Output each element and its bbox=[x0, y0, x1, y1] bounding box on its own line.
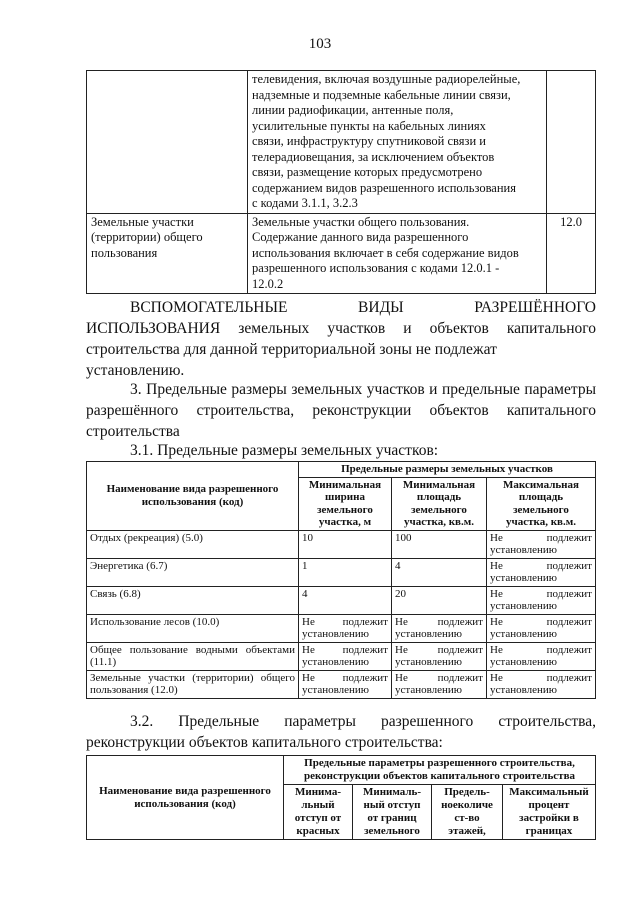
cell-line: линии радиофикации, антенные поля, bbox=[252, 103, 454, 117]
section-word: параметры bbox=[284, 713, 356, 730]
table-cell-max-area bbox=[487, 670, 596, 698]
cell-line: установлению bbox=[395, 656, 463, 668]
table-cell-min-width: 10 bbox=[299, 530, 392, 558]
cell-line: телерадиовещания, за исключением объектов bbox=[252, 149, 495, 164]
cell-line: установлению bbox=[302, 684, 370, 696]
header-group: Предельные размеры земельных участков bbox=[299, 462, 596, 478]
cell-line: Не подлежит bbox=[395, 643, 483, 656]
table-cell-min-width bbox=[299, 670, 392, 698]
table-cell-code: 12.0 bbox=[547, 213, 596, 294]
table-cell-min-area: 20 bbox=[392, 586, 487, 614]
table-cell-name bbox=[87, 213, 248, 294]
cell-line: Не подлежит bbox=[302, 643, 388, 656]
building-params-table bbox=[86, 755, 596, 840]
header-col4: Максимальный процент застройки в границах bbox=[503, 785, 596, 840]
aux-line: ИСПОЛЬЗОВАНИЯ земельных участков и объектов капитального bbox=[86, 320, 596, 337]
table-cell-code bbox=[547, 71, 596, 214]
cell-line: (территории) общего bbox=[91, 230, 203, 244]
cell-line: Содержание данного вида разрешенного bbox=[252, 230, 469, 244]
cell-line: установлению bbox=[395, 684, 463, 696]
table-cell-name: Связь (6.8) bbox=[87, 586, 299, 614]
table-cell-min-area bbox=[392, 642, 487, 670]
header-name: Наименование вида разрешенного использования (код) bbox=[87, 462, 299, 531]
table-cell-max-area bbox=[487, 642, 596, 670]
top-table bbox=[86, 70, 596, 294]
section-word: Предельные bbox=[178, 713, 260, 730]
cell-line: Не подлежит bbox=[490, 587, 592, 600]
header-min-width: Минимальная ширина земельного участка, м bbox=[299, 477, 392, 530]
table-row bbox=[87, 614, 596, 642]
table-row bbox=[87, 670, 596, 698]
cell-line: связи, размещение которых предусмотрено bbox=[252, 165, 483, 179]
table-cell-min-width: 4 bbox=[299, 586, 392, 614]
cell-line: установлению bbox=[490, 684, 558, 696]
page-number: 103 bbox=[308, 36, 332, 52]
table-row bbox=[87, 558, 596, 586]
cell-line: Не подлежит bbox=[302, 671, 388, 684]
cell-line: установлению bbox=[302, 628, 370, 640]
table-cell-name bbox=[87, 71, 248, 214]
aux-line: строительства для данной территориальной зоны не подлежат установлению. bbox=[86, 341, 497, 379]
table-cell-max-area bbox=[487, 558, 596, 586]
table-cell-min-width bbox=[299, 614, 392, 642]
cell-line: телевидения, включая воздушные радиорелейные, bbox=[252, 72, 521, 86]
table-header-row bbox=[87, 756, 596, 785]
cell-line: использования включает в себя содержание видов bbox=[252, 245, 519, 260]
table-cell-max-area bbox=[487, 530, 596, 558]
table-cell-min-width bbox=[299, 642, 392, 670]
cell-line: пользования bbox=[91, 245, 158, 260]
section-line: реконструкции объектов капитального строительства: bbox=[86, 734, 443, 751]
aux-word: ВСПОМОГАТЕЛЬНЫЕ bbox=[130, 299, 288, 316]
section-line: разрешённого строительства, реконструкции объектов капитального bbox=[86, 402, 596, 419]
cell-line: установлению bbox=[490, 628, 558, 640]
cell-line: установлению bbox=[490, 572, 558, 584]
aux-word: РАЗРЕШЁННОГО bbox=[474, 299, 596, 316]
cell-line: Не подлежит bbox=[302, 615, 388, 628]
cell-line: Не подлежит bbox=[490, 559, 592, 572]
table-cell-name: Общее пользование водными объектами (11.1) bbox=[87, 642, 299, 670]
aux-word: ВИДЫ bbox=[358, 299, 404, 316]
table-row bbox=[87, 530, 596, 558]
header-min-area: Минимальная площадь земельного участка, кв.м. bbox=[392, 477, 487, 530]
cell-line: связи, инфраструктуру спутниковой связи и bbox=[252, 134, 486, 148]
table-cell-desc bbox=[248, 71, 547, 214]
section-line: строительства bbox=[86, 423, 180, 440]
cell-line: разрешенного использования с кодами 12.0.1 - bbox=[252, 261, 500, 275]
section-word: строительства, bbox=[498, 713, 596, 730]
header-max-area: Максимальная площадь земельного участка, кв.м. bbox=[487, 477, 596, 530]
table-cell-min-width: 1 bbox=[299, 558, 392, 586]
cell-line: 12.0.2 bbox=[252, 276, 284, 291]
table-cell-max-area bbox=[487, 586, 596, 614]
cell-line: Не подлежит bbox=[490, 531, 592, 544]
table-cell-name: Земельные участки (территории) общего пользования (12.0) bbox=[87, 670, 299, 698]
header-col1: Минима-льный отступ от красных bbox=[284, 785, 353, 840]
table-cell-min-area: 4 bbox=[392, 558, 487, 586]
cell-line: установлению bbox=[490, 600, 558, 612]
cell-line: Не подлежит bbox=[395, 615, 483, 628]
section-3-1-title: 3.1. Предельные размеры земельных участков: bbox=[130, 442, 439, 459]
cell-line: установлению bbox=[490, 656, 558, 668]
cell-line: надземные и подземные кабельные линии связи, bbox=[252, 87, 511, 102]
cell-line: установлению bbox=[490, 544, 558, 556]
header-col2: Минималь-ный отступ от границ земельного bbox=[353, 785, 432, 840]
cell-line: Земельные участки bbox=[91, 214, 194, 229]
aux-uses-paragraph bbox=[86, 297, 596, 381]
table-cell-max-area bbox=[487, 614, 596, 642]
cell-line: с кодами 3.1.1, 3.2.3 bbox=[252, 196, 358, 210]
section-word: 3.2. bbox=[130, 713, 154, 730]
header-name: Наименование вида разрешенного использования (код) bbox=[87, 756, 284, 840]
table-cell-name: Использование лесов (10.0) bbox=[87, 614, 299, 642]
section-3-2-paragraph bbox=[86, 711, 596, 753]
table-row bbox=[87, 586, 596, 614]
header-group: Предельные параметры разрешенного строительства, реконструкции объектов капитального строительства bbox=[284, 756, 596, 785]
section-word: разрешенного bbox=[380, 713, 474, 730]
table-cell-name: Энергетика (6.7) bbox=[87, 558, 299, 586]
table-header-row bbox=[87, 462, 596, 478]
cell-line: содержанием видов разрешенного использования bbox=[252, 180, 516, 195]
cell-line: установлению bbox=[302, 656, 370, 668]
table-row bbox=[87, 71, 596, 214]
section-3-paragraph bbox=[86, 379, 596, 442]
table-row bbox=[87, 213, 596, 294]
cell-line: Не подлежит bbox=[395, 671, 483, 684]
cell-line: Не подлежит bbox=[490, 643, 592, 656]
plot-sizes-table bbox=[86, 461, 596, 699]
cell-line: Не подлежит bbox=[490, 671, 592, 684]
section-line: 3. Предельные размеры земельных участков и предельные параметры bbox=[130, 381, 596, 398]
cell-line: Не подлежит bbox=[490, 615, 592, 628]
table-cell-min-area bbox=[392, 614, 487, 642]
header-col3: Предель-ноеколиче ст-во этажей, bbox=[432, 785, 503, 840]
table-row bbox=[87, 642, 596, 670]
cell-line: установлению bbox=[395, 628, 463, 640]
table-cell-name: Отдых (рекреация) (5.0) bbox=[87, 530, 299, 558]
table-cell-desc bbox=[248, 213, 547, 294]
table-cell-min-area bbox=[392, 670, 487, 698]
cell-line: усилительные пункты на кабельных линиях bbox=[252, 118, 486, 133]
cell-line: Земельные участки общего пользования. bbox=[252, 214, 470, 229]
table-cell-min-area: 100 bbox=[392, 530, 487, 558]
